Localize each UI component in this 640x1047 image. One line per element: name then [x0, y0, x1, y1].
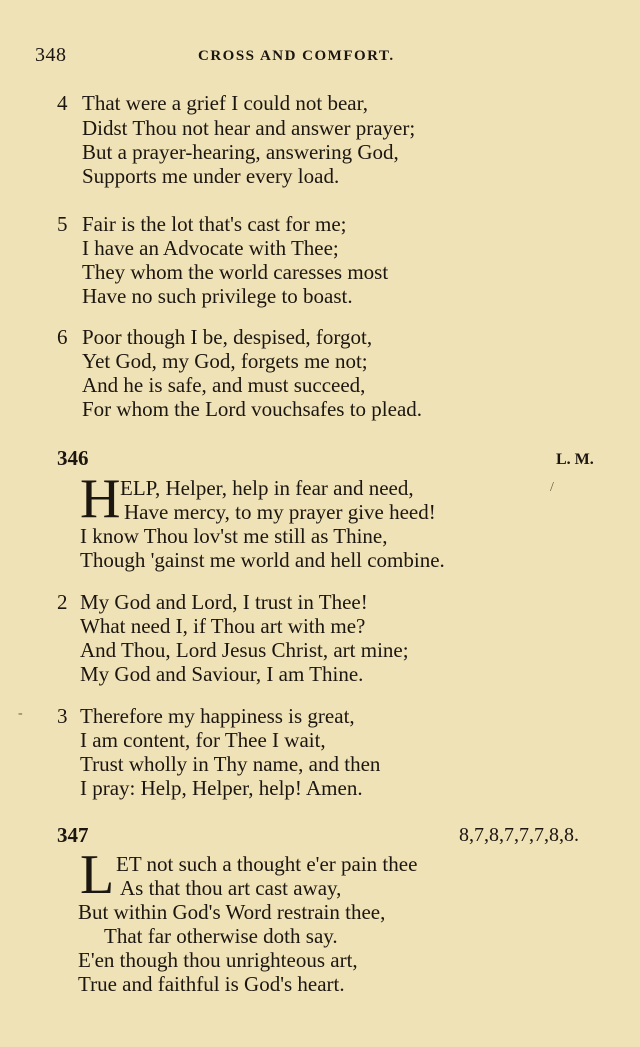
verse-line: True and faithful is God's heart. — [78, 972, 345, 996]
verse-number: 4 — [57, 91, 68, 115]
verse-line: My God and Saviour, I am Thine. — [80, 662, 364, 686]
verse-number: 6 — [57, 325, 68, 349]
verse-number: 5 — [57, 212, 68, 236]
verse-line: Poor though I be, despised, forgot, — [82, 325, 373, 349]
verse-line: ET not such a thought e'er pain thee — [116, 852, 418, 876]
hymn-number: 347 — [57, 823, 89, 847]
hymn-meter: 8,7,8,7,7,7,8,8. — [459, 824, 579, 846]
verse-line: But a prayer-hearing, answering God, — [82, 140, 399, 164]
verse-line: ELP, Helper, help in fear and need, — [120, 476, 414, 500]
verse-line: I pray: Help, Helper, help! Amen. — [80, 776, 363, 800]
print-speck: / — [550, 480, 554, 495]
verse-line: Didst Thou not hear and answer prayer; — [82, 116, 416, 140]
verse-line: I have an Advocate with Thee; — [82, 236, 339, 260]
verse-line: But within God's Word restrain thee, — [78, 900, 386, 924]
verse-line: As that thou art cast away, — [120, 876, 342, 900]
verse-line: I know Thou lov'st me still as Thine, — [80, 524, 388, 548]
verse-line: And Thou, Lord Jesus Christ, art mine; — [80, 638, 409, 662]
page-number: 348 — [35, 44, 67, 66]
drop-cap: L — [80, 844, 115, 906]
verse-line: Have no such privilege to boast. — [82, 284, 353, 308]
verse-line: Fair is the lot that's cast for me; — [82, 212, 347, 236]
verse-line: Yet God, my God, forgets me not; — [82, 349, 368, 373]
verse-line: And he is safe, and must succeed, — [82, 373, 366, 397]
running-title: CROSS AND COMFORT. — [198, 48, 395, 64]
verse-line: E'en though thou unrighteous art, — [78, 948, 358, 972]
verse-line: Therefore my happiness is great, — [80, 704, 355, 728]
verse-line: For whom the Lord vouchsafes to plead. — [82, 397, 423, 421]
hymn-number: 346 — [57, 446, 89, 470]
drop-cap: H — [80, 468, 121, 530]
verse-number: 3 — [57, 704, 68, 728]
verse-line: What need I, if Thou art with me? — [80, 614, 366, 638]
verse-number: 2 — [57, 590, 68, 614]
verse-line: Though 'gainst me world and hell combine. — [80, 548, 445, 572]
verse-line: Supports me under every load. — [82, 164, 340, 188]
verse-line: That were a grief I could not bear, — [82, 91, 369, 115]
print-speck: - — [18, 706, 23, 721]
verse-line: That far otherwise doth say. — [104, 924, 338, 948]
hymn-meter: L. M. — [556, 451, 594, 468]
verse-line: Trust wholly in Thy name, and then — [80, 752, 381, 776]
verse-line: I am content, for Thee I wait, — [80, 728, 326, 752]
verse-line: Have mercy, to my prayer give heed! — [124, 500, 436, 524]
verse-line: They whom the world caresses most — [82, 260, 389, 284]
verse-line: My God and Lord, I trust in Thee! — [80, 590, 368, 614]
